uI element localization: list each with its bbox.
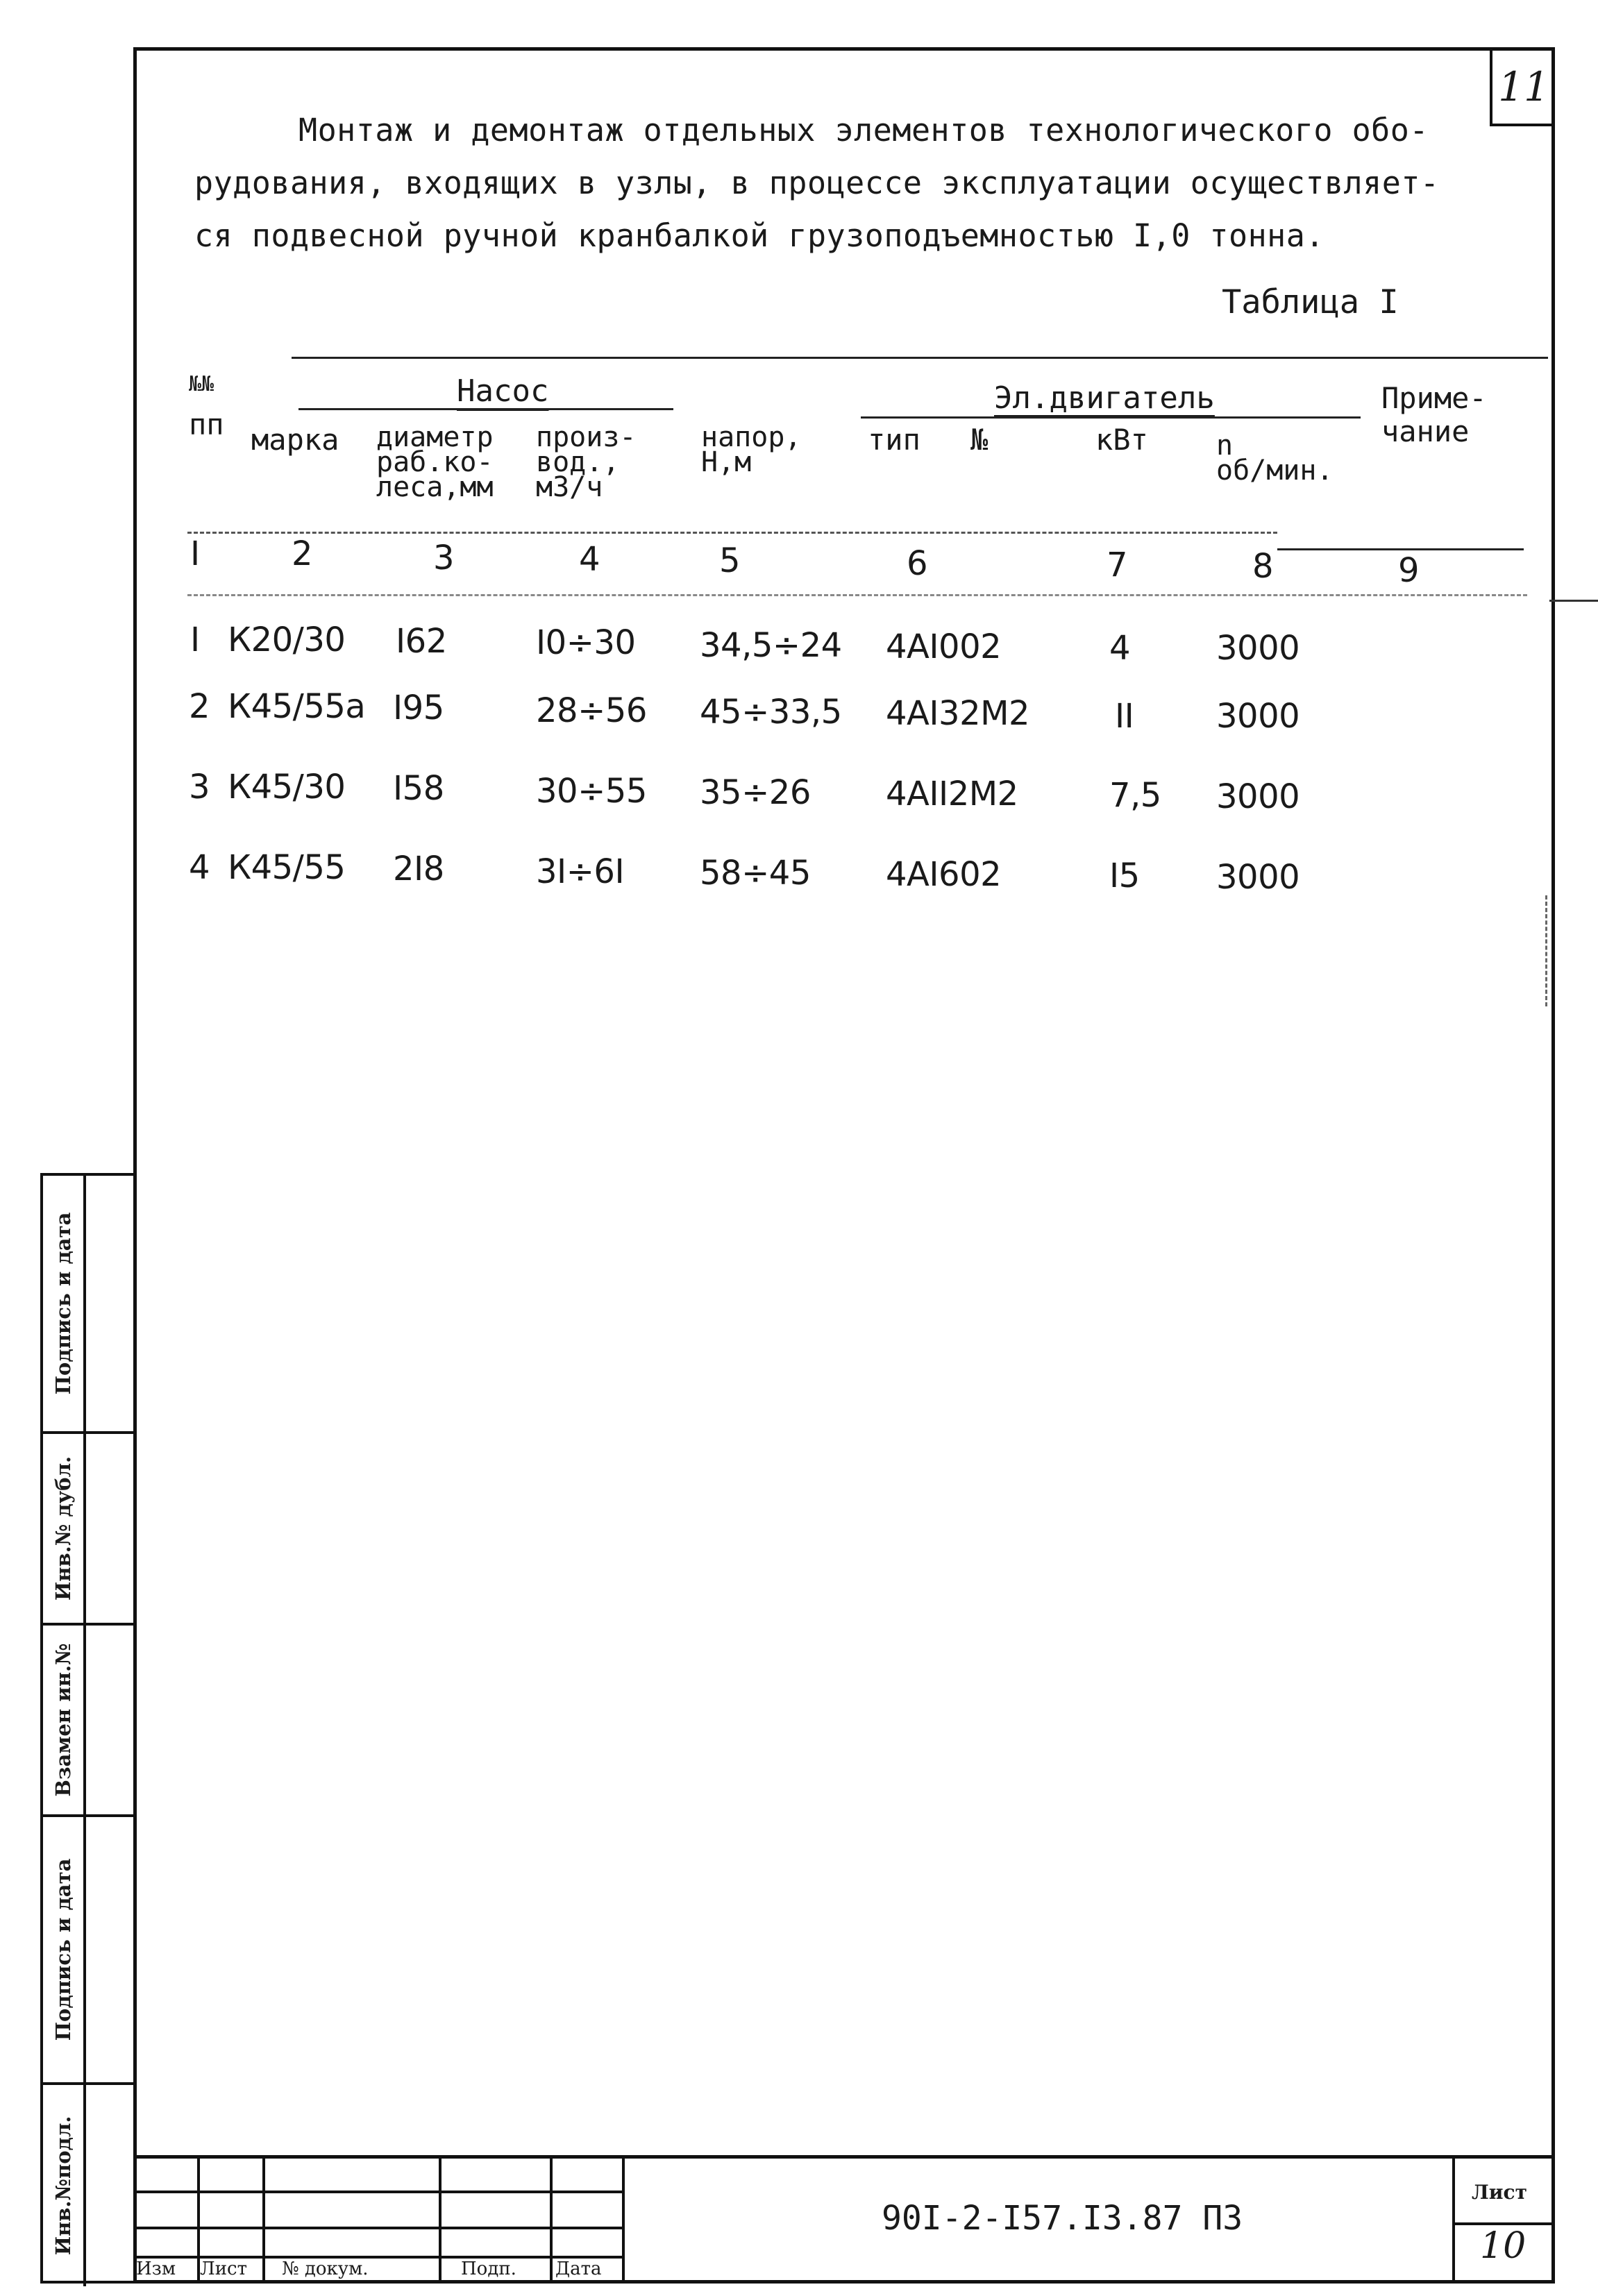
header-diameter: диаметр раб.ко- леса,мм [376,421,494,503]
row-number: I [190,621,200,659]
motor-type: 4АI602 [886,855,1002,894]
corner-page-number: 11 [1490,50,1555,126]
header-type: тип [868,423,920,457]
row-number: 3 [189,768,210,807]
motor-rpm: 3000 [1216,629,1300,668]
title-block-label: Лист [200,2259,247,2279]
pump-marka: К45/55 [228,848,346,887]
title-block-label: Подп. [461,2259,516,2279]
column-number: 3 [433,539,455,577]
margin-dash-marks [1545,895,1547,1006]
side-stamp-label: Взамен ин.№ [51,1643,75,1797]
side-stamp-label: Подпись и дата [51,1858,75,2041]
header-num-col: №№ [189,372,215,396]
table-caption: Таблица I [1222,283,1399,321]
motor-type: 4АI002 [886,627,1002,666]
title-block-label: Дата [555,2259,602,2279]
pump-diameter: 2I8 [393,850,444,888]
motor-type: 4АII2М2 [886,775,1018,813]
row-number: 2 [189,687,210,726]
motor-rpm: 3000 [1216,697,1300,736]
side-stamp-label: Подпись и дата [51,1212,75,1395]
title-block-label: № докум. [282,2259,369,2279]
motor-rpm: 3000 [1216,777,1300,816]
side-stamp-cell [43,1626,133,1817]
drawing-frame [133,47,1555,2284]
side-stamp-label: Инв.№ дубл. [51,1455,75,1601]
pump-diameter: I95 [393,689,444,727]
header-dash-rule [187,532,1277,534]
column-number: 4 [579,540,600,579]
pump-flow: 28÷56 [536,691,647,730]
pump-head: 58÷45 [700,854,811,893]
column-number-rule [187,594,1527,596]
intro-paragraph [194,104,1520,262]
motor-kw: 4 [1109,629,1131,668]
margin-stroke [1549,600,1598,602]
document-code: 90I-2-I57.I3.87 ПЗ [882,2199,1243,2238]
motor-kw: I5 [1109,856,1140,895]
pump-head: 35÷26 [700,773,811,812]
header-flow: произ- вод., м3/ч [536,421,637,503]
side-stamp-cell [43,1817,133,2085]
pump-flow: I0÷30 [536,623,636,662]
header-head: напор, Н,м [701,421,802,478]
column-number: 5 [719,541,741,580]
column-number: 2 [292,534,313,573]
column-number: 9 [1398,551,1420,590]
header-kw: кВт [1095,423,1148,457]
header-marka: марка [251,423,339,457]
pump-diameter: I58 [393,769,444,808]
pump-diameter: I62 [396,622,447,661]
sheet-number: 10 [1480,2225,1526,2267]
side-stamp [40,1173,133,2284]
pump-flow: 3I÷6I [536,852,625,891]
paragraph-line: рудования, входящих в узлы, в процессе эксплуатации осуществляет- [194,164,1440,201]
sheet-label: Лист [1472,2181,1527,2204]
motor-type: 4АI32М2 [886,694,1030,733]
column-number: 7 [1107,546,1128,584]
header-group-pump: Насос [457,373,549,409]
side-stamp-cell [43,1434,133,1626]
pump-marka: К45/30 [228,768,346,807]
title-block-label: Изм [136,2259,176,2279]
header-note: чание [1381,414,1470,448]
header-note: Приме- [1381,381,1487,415]
header-number-sign: № [970,423,989,457]
header-num-col: пп [189,407,224,441]
motor-group-rule [861,416,1361,419]
row-number: 4 [189,848,210,887]
pump-marka: К20/30 [228,621,346,659]
header-rule-right [1277,548,1524,550]
pump-group-rule [298,408,673,410]
motor-rpm: 3000 [1216,858,1300,897]
table-top-rule [292,357,1548,359]
pump-head: 45÷33,5 [700,693,842,732]
column-number: 6 [907,544,928,583]
header-group-motor: Эл.двигатель [994,380,1215,416]
column-number: I [190,534,201,573]
side-stamp-label: Инв.№подл. [51,2116,75,2256]
pump-marka: К45/55а [228,687,366,726]
pump-flow: 30÷55 [536,772,647,811]
pump-head: 34,5÷24 [700,626,842,665]
column-number: 8 [1252,547,1274,586]
header-rpm: n об/мин. [1216,430,1334,487]
side-stamp-cell [43,1176,133,1434]
paragraph-line: Монтаж и демонтаж отдельных элементов технологического обо- [298,112,1429,149]
paragraph-line: ся подвесной ручной кранбалкой грузоподъемностью I,0 тонна. [194,217,1324,254]
side-stamp-cell [43,2085,133,2286]
motor-kw: 7,5 [1109,776,1161,815]
motor-kw: II [1115,697,1134,736]
